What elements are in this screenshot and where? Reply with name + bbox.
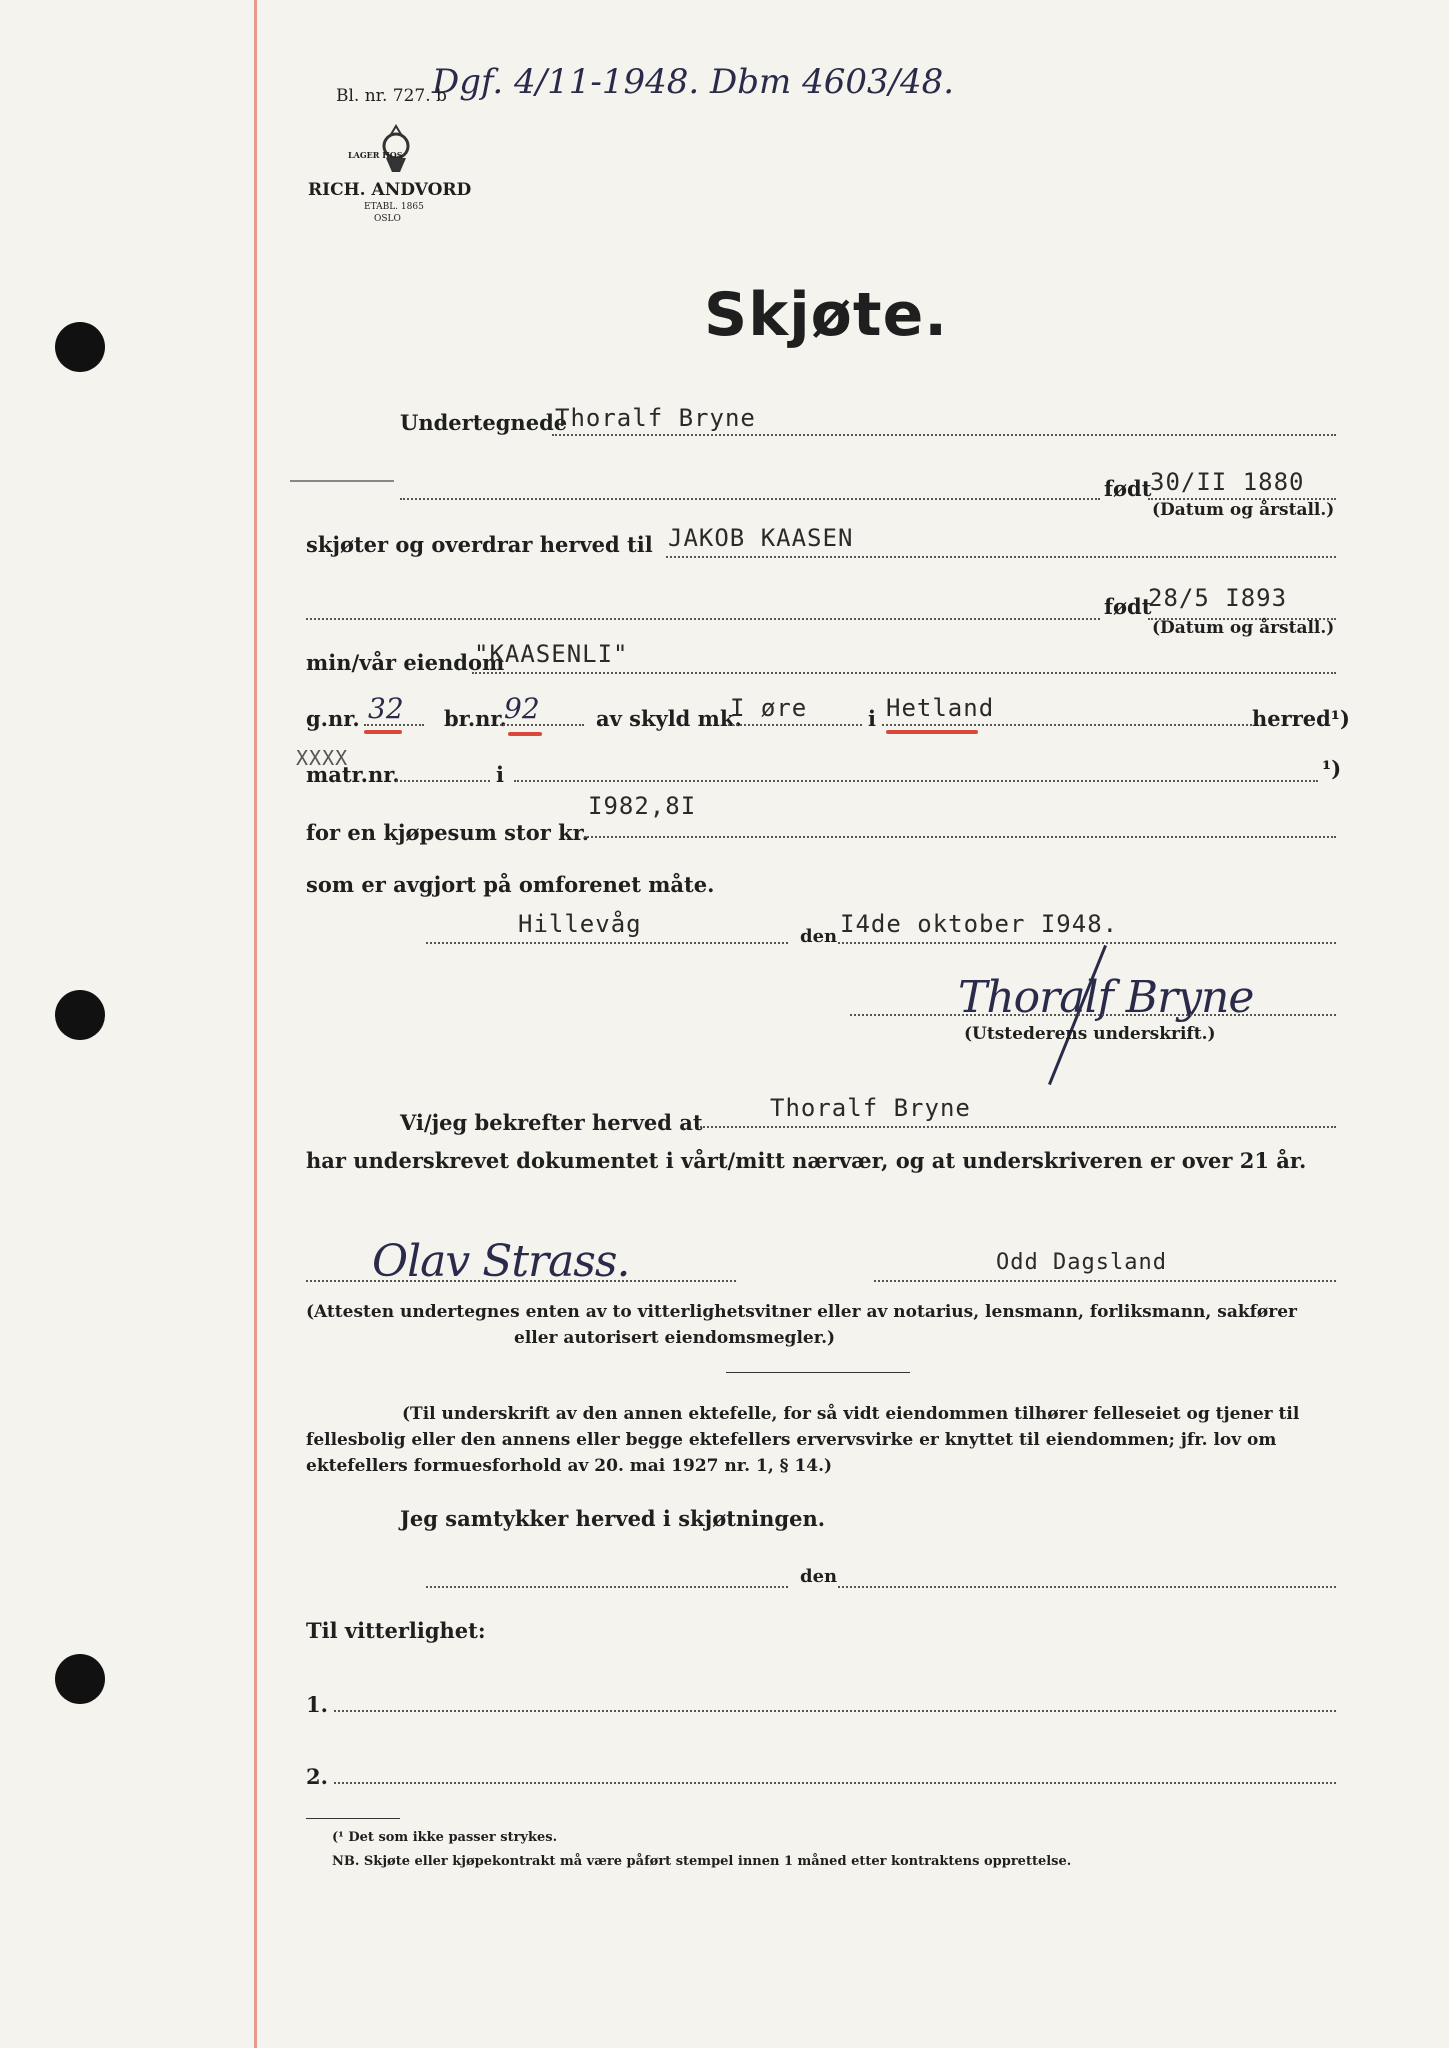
property-line — [472, 672, 1336, 674]
agreed-text: som er avgjort på omforenet måte. — [306, 872, 715, 897]
price-value: I982,8I — [588, 792, 697, 820]
date: I4de oktober I948. — [840, 910, 1119, 938]
place: Hillevåg — [518, 910, 642, 938]
seller-born-label: født — [1104, 476, 1152, 501]
logo-sub1: ETABL. 1865 — [364, 202, 424, 212]
matr-label: matr.nr. — [306, 762, 400, 787]
logo-sub2: OSLO — [374, 214, 401, 224]
seller-line-2 — [400, 498, 1100, 500]
seller-label: Undertegnede — [400, 410, 568, 435]
property-label: min/vår eiendom — [306, 650, 505, 675]
i2-label: i — [496, 762, 504, 787]
punch-hole — [55, 1654, 105, 1704]
divider — [726, 1372, 910, 1373]
vitterlighet-line-1 — [334, 1710, 1336, 1712]
witness2-name: Odd Dagsland — [996, 1250, 1167, 1275]
i-label: i — [868, 706, 876, 731]
margin-line — [254, 0, 257, 2048]
witness-label: Vi/jeg bekrefter herved at — [400, 1110, 703, 1135]
footnote-1: (¹ Det som ikke passer strykes. — [332, 1830, 558, 1845]
witness-note2: eller autorisert eiendomsmegler.) — [514, 1328, 836, 1348]
gnr-underline — [364, 730, 402, 734]
witness1-signature: Olav Strass. — [372, 1236, 630, 1287]
footnote-mark: ¹) — [1322, 756, 1342, 781]
skyld-label: av skyld mk. — [596, 706, 742, 731]
spouse-note3: ektefellers formuesforhold av 20. mai 1927 nr. 1, § 14.) — [306, 1456, 833, 1476]
logo-top: LAGER HOS — [348, 150, 403, 160]
buyer-born: 28/5 I893 — [1148, 584, 1288, 612]
bnr-underline — [508, 732, 542, 736]
buyer-line-2 — [306, 618, 1100, 620]
logo-name: RICH. ANDVORD — [308, 180, 472, 200]
gnr-line — [364, 724, 424, 726]
gnr-label: g.nr. — [306, 706, 360, 731]
transfer-label: skjøter og overdrar herved til — [306, 532, 653, 557]
seller-date-hint: (Datum og årstall.) — [1152, 500, 1335, 520]
matr-line-2 — [514, 780, 1318, 782]
vitterlighet-one: 1. — [306, 1692, 328, 1717]
spouse-consent: Jeg samtykker herved i skjøtningen. — [400, 1506, 826, 1531]
seller-born: 30/II 1880 — [1150, 468, 1305, 496]
herred-label: herred¹) — [1252, 706, 1350, 731]
logo — [300, 122, 500, 232]
registration-note: Dgf. 4/11-1948. Dbm 4603/48. — [432, 62, 955, 102]
signature-caption: (Utstederens underskrift.) — [964, 1024, 1216, 1044]
buyer-line — [666, 556, 1336, 558]
herred-underline — [886, 730, 978, 734]
spouse-note2: fellesbolig eller den annens eller begge ektefellers ervervsvirke er knyttet til eiendommen; jfr. lov om — [306, 1430, 1277, 1450]
skyld-line — [728, 724, 862, 726]
spouse-place-line — [426, 1586, 788, 1588]
spouse-den-label: den — [800, 1566, 838, 1587]
witness2-line — [874, 1280, 1336, 1282]
signature-line — [850, 1014, 1336, 1016]
page-title: Skjøte. — [704, 280, 949, 350]
matr-struck: XXXX — [296, 746, 349, 770]
bnr-value: 92 — [504, 692, 540, 725]
seller-line — [552, 434, 1336, 436]
price-label: for en kjøpesum stor kr. — [306, 820, 590, 845]
skyld-value: I øre — [730, 694, 808, 722]
footnote-rule — [306, 1818, 400, 1819]
spouse-note1: (Til underskrift av den annen ektefelle, for så vidt eiendommen tilhører felleseiet og tjener til — [402, 1404, 1300, 1424]
seller-signature: Thoralf Bryne — [958, 972, 1254, 1023]
witness-confirm-name: Thoralf Bryne — [770, 1094, 971, 1122]
buyer-born-label: født — [1104, 594, 1152, 619]
seller-name: Thoralf Bryne — [555, 404, 756, 432]
form-number: Bl. nr. 727. b — [336, 86, 447, 106]
date-line — [838, 942, 1336, 944]
bnr-line — [500, 724, 584, 726]
witness-statement: har underskrevet dokumentet i vårt/mitt nærvær, og at underskriveren er over 21 år. — [306, 1148, 1307, 1173]
vitterlighet-line-2 — [334, 1782, 1336, 1784]
bnr-label: br.nr. — [444, 706, 507, 731]
buyer-name: JAKOB KAASEN — [668, 524, 854, 552]
buyer-date-hint: (Datum og årstall.) — [1152, 618, 1335, 638]
herred-value: Hetland — [886, 694, 995, 722]
gnr-value: 32 — [368, 692, 404, 725]
footnote-2: NB. Skjøte eller kjøpekontrakt må være påført stempel innen 1 måned etter kontraktens opprettelse. — [332, 1854, 1072, 1869]
price-line — [584, 836, 1336, 838]
punch-hole — [55, 990, 105, 1040]
witness-confirm-line — [700, 1126, 1336, 1128]
matr-line — [396, 780, 490, 782]
witness-note1: (Attesten undertegnes enten av to vitterlighetsvitner eller av notarius, lensmann, forliksmann, sakfører — [306, 1302, 1297, 1322]
spouse-date-line — [838, 1586, 1336, 1588]
property-name: "KAASENLI" — [474, 640, 629, 668]
vitterlighet-two: 2. — [306, 1764, 328, 1789]
vitterlighet-label: Til vitterlighet: — [306, 1618, 486, 1643]
herred-line — [882, 724, 1252, 726]
struck-line — [290, 480, 394, 482]
place-line — [426, 942, 788, 944]
den-label: den — [800, 926, 838, 947]
witness1-line — [306, 1280, 736, 1282]
punch-hole — [55, 322, 105, 372]
